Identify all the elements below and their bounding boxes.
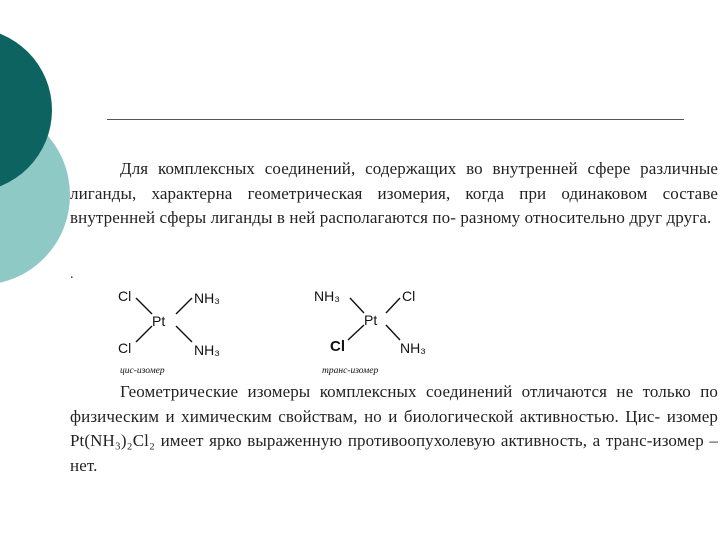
trans-bottom-left-ligand: Cl bbox=[330, 338, 345, 355]
trans-bottom-right-ligand: NH₃ bbox=[400, 340, 426, 356]
cis-top-right-ligand: NH₃ bbox=[194, 290, 220, 306]
bullet-mark: . bbox=[70, 267, 74, 282]
cis-top-left-ligand: Cl bbox=[118, 288, 132, 304]
cis-bottom-right-ligand: NH₃ bbox=[194, 342, 220, 358]
trans-isomer-diagram bbox=[314, 280, 458, 385]
bond-top-right bbox=[176, 298, 192, 314]
bond-bottom-left bbox=[348, 325, 364, 340]
cis-bottom-left-ligand: Cl bbox=[118, 340, 132, 356]
cis-center-atom: Pt bbox=[152, 313, 166, 329]
bond-bottom-left bbox=[136, 326, 152, 342]
isomer-activity-paragraph bbox=[70, 380, 718, 478]
bond-bottom-right bbox=[386, 325, 400, 340]
trans-top-left-ligand: NH₃ bbox=[314, 288, 340, 304]
bond-top-left bbox=[136, 298, 152, 314]
bond-top-right bbox=[386, 298, 400, 313]
title-divider bbox=[107, 119, 684, 120]
cis-isomer-diagram bbox=[118, 280, 258, 385]
isomer-activity-paragraph-text: Геометрические изомеры комплексных соединений отличаются не только по физическим и химическим свойствам, но и биологической активностью. Цис- изомер Pt(NH₃)₂Cl₂ имеет ярко выраженную противоопухолевую активность, а транс-изомер – нет. bbox=[70, 382, 718, 475]
bond-bottom-right bbox=[176, 326, 192, 342]
cis-caption: цис-изомер bbox=[120, 366, 165, 376]
intro-paragraph bbox=[70, 157, 718, 231]
intro-paragraph-text: Для комплексных соединений, содержащих во внутренней сфере различные лиганды, характерна геометрическая изомерия, когда при одинаковом составе внутренней сферы лиганды в ней располагаются по- разному относительно друг друга. bbox=[70, 159, 718, 227]
bond-top-left bbox=[350, 298, 364, 313]
trans-caption: транс-изомер bbox=[322, 366, 379, 376]
trans-top-right-ligand: Cl bbox=[402, 288, 416, 304]
trans-center-atom: Pt bbox=[364, 312, 378, 328]
